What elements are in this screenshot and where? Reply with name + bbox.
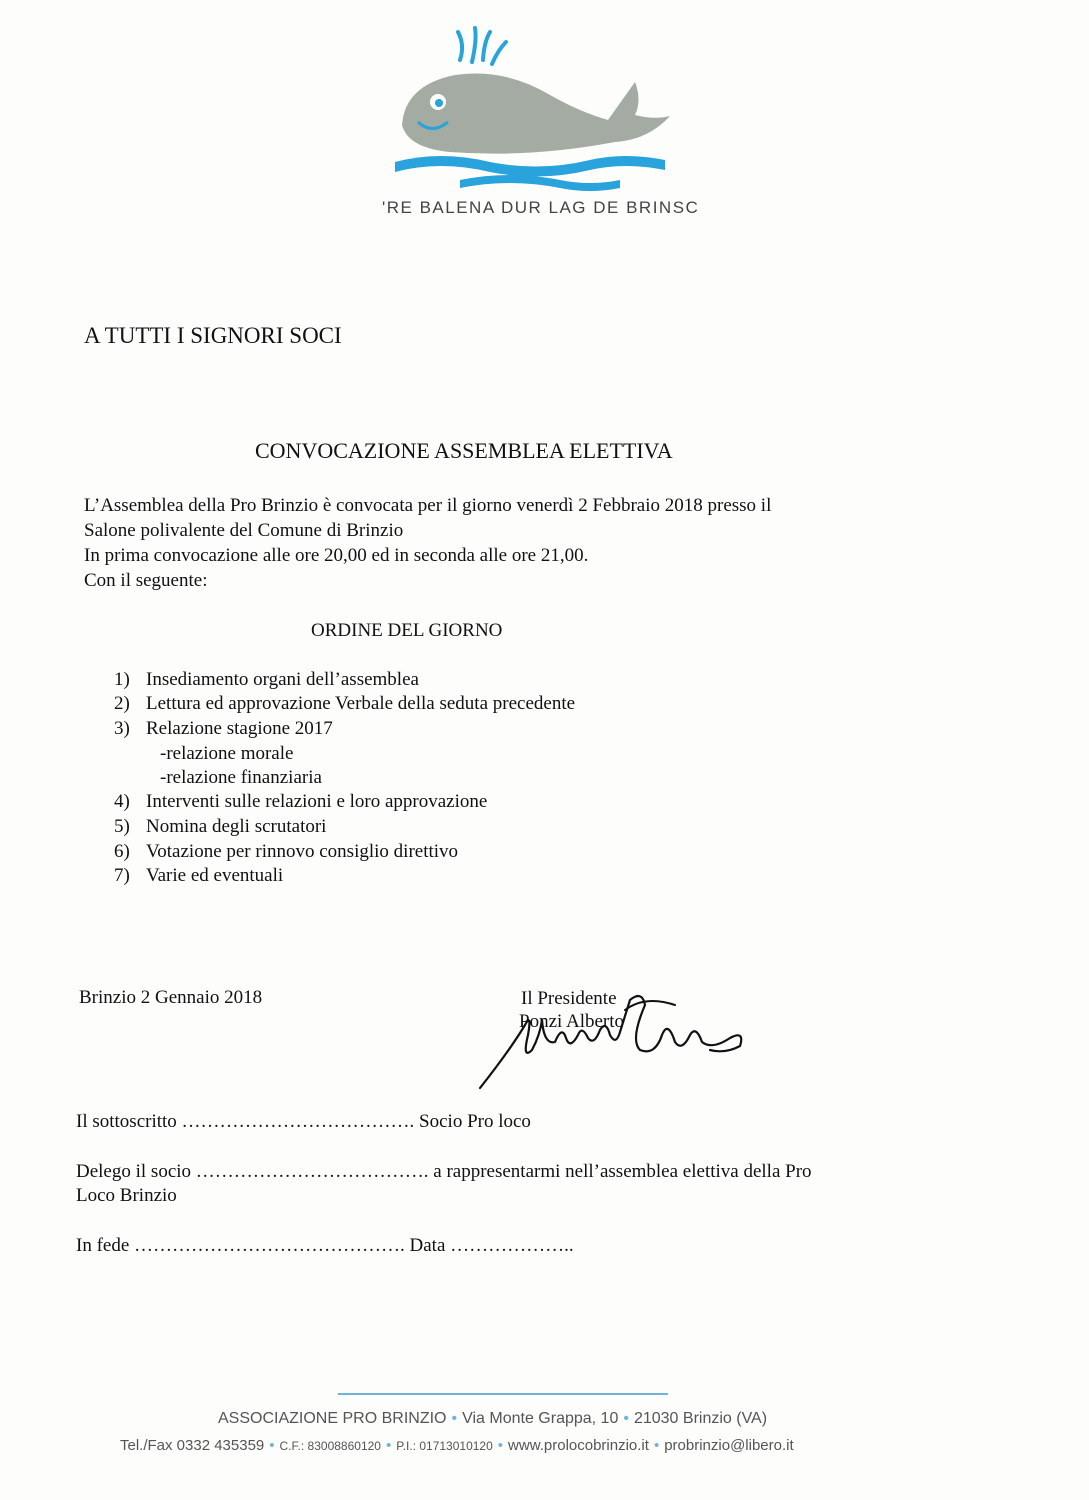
form-line-undersigned: Il sottoscritto ………………………………. Socio Pro loco: [76, 1111, 531, 1132]
body-line-3: In prima convocazione alle ore 20,00 ed in seconda alle ore 21,00.: [84, 545, 589, 566]
agenda-item: [114, 865, 283, 887]
president-role: Il Presidente: [521, 988, 617, 1009]
footer-address: Via Monte Grappa, 10: [462, 1410, 619, 1427]
footer-phone: Tel./Fax 0332 435359: [120, 1437, 265, 1454]
agenda-item-text: Votazione per rinnovo consiglio direttivo: [146, 841, 459, 862]
agenda-item-number: 1): [114, 669, 130, 690]
footer-city: 21030 Brinzio (VA): [633, 1410, 768, 1427]
form-line-delegate-cont: Loco Brinzio: [76, 1185, 177, 1206]
agenda-item-text: Lettura ed approvazione Verbale della seduta precedente: [146, 693, 576, 714]
form-line-delegate: Delego il socio ………………………………. a rappresentarmi nell’assemblea elettiva della Pro: [76, 1161, 812, 1182]
footer-email: probrinzio@libero.it: [664, 1437, 794, 1454]
agenda-item-text: Insediamento organi dell’assemblea: [146, 669, 419, 690]
agenda-item-text: Nomina degli scrutatori: [146, 816, 327, 837]
footer-address-line: [218, 1410, 767, 1428]
footer-divider: [338, 1393, 668, 1395]
agenda-item-text: Varie ed eventuali: [146, 865, 284, 886]
agenda-sub-item: -relazione finanziaria: [160, 767, 322, 788]
footer-website: www.prolocobrinzio.it: [508, 1437, 649, 1454]
body-line-2: Salone polivalente del Comune di Brinzio: [84, 520, 404, 541]
agenda-item: [114, 841, 458, 863]
recipients-heading: A TUTTI I SIGNORI SOCI: [84, 323, 342, 348]
footer-pi: P.I.: 01713010120: [396, 1439, 493, 1453]
agenda-item: [114, 718, 333, 740]
agenda-item-number: 5): [114, 816, 130, 837]
bullet-icon: •: [653, 1437, 660, 1454]
handwritten-signature: [470, 980, 770, 1095]
bullet-icon: •: [385, 1437, 392, 1454]
form-line-signature-date: In fede ……………………………………. Data ………………..: [76, 1235, 574, 1256]
agenda-item: [114, 693, 575, 715]
footer-org: ASSOCIAZIONE PRO BRINZIO: [218, 1410, 447, 1427]
agenda-title: ORDINE DEL GIORNO: [311, 620, 503, 641]
agenda-item: [114, 816, 326, 838]
agenda-item-number: 2): [114, 693, 130, 714]
logo-text: 'RE BALENA DUR LAG DE BRINSC: [382, 198, 700, 217]
agenda-item: [114, 791, 487, 813]
bullet-icon: •: [451, 1410, 458, 1427]
body-line-1: L’Assemblea della Pro Brinzio è convocata per il giorno venerdì 2 Febbraio 2018 presso il: [84, 495, 772, 516]
agenda-item: [114, 669, 419, 691]
agenda-item-number: 4): [114, 791, 130, 812]
footer-contact-line: [120, 1437, 794, 1454]
document-title: CONVOCAZIONE ASSEMBLEA ELETTIVA: [255, 438, 673, 463]
agenda-item-text: Relazione stagione 2017: [146, 718, 333, 739]
agenda-sub-item: -relazione morale: [160, 743, 294, 764]
agenda-item-number: 3): [114, 718, 130, 739]
agenda-item-text: Interventi sulle relazioni e loro approvazione: [146, 791, 488, 812]
bullet-icon: •: [269, 1437, 275, 1454]
agenda-item-number: 7): [114, 865, 130, 886]
footer-cf: C.F.: 83008860120: [279, 1439, 381, 1453]
president-name: Ponzi Alberto: [519, 1011, 625, 1032]
whale-logo: [380, 20, 680, 220]
agenda-item-number: 6): [114, 841, 130, 862]
bullet-icon: •: [623, 1410, 629, 1427]
bullet-icon: •: [497, 1437, 504, 1454]
body-line-4: Con il seguente:: [84, 570, 208, 591]
place-date: Brinzio 2 Gennaio 2018: [79, 987, 263, 1008]
